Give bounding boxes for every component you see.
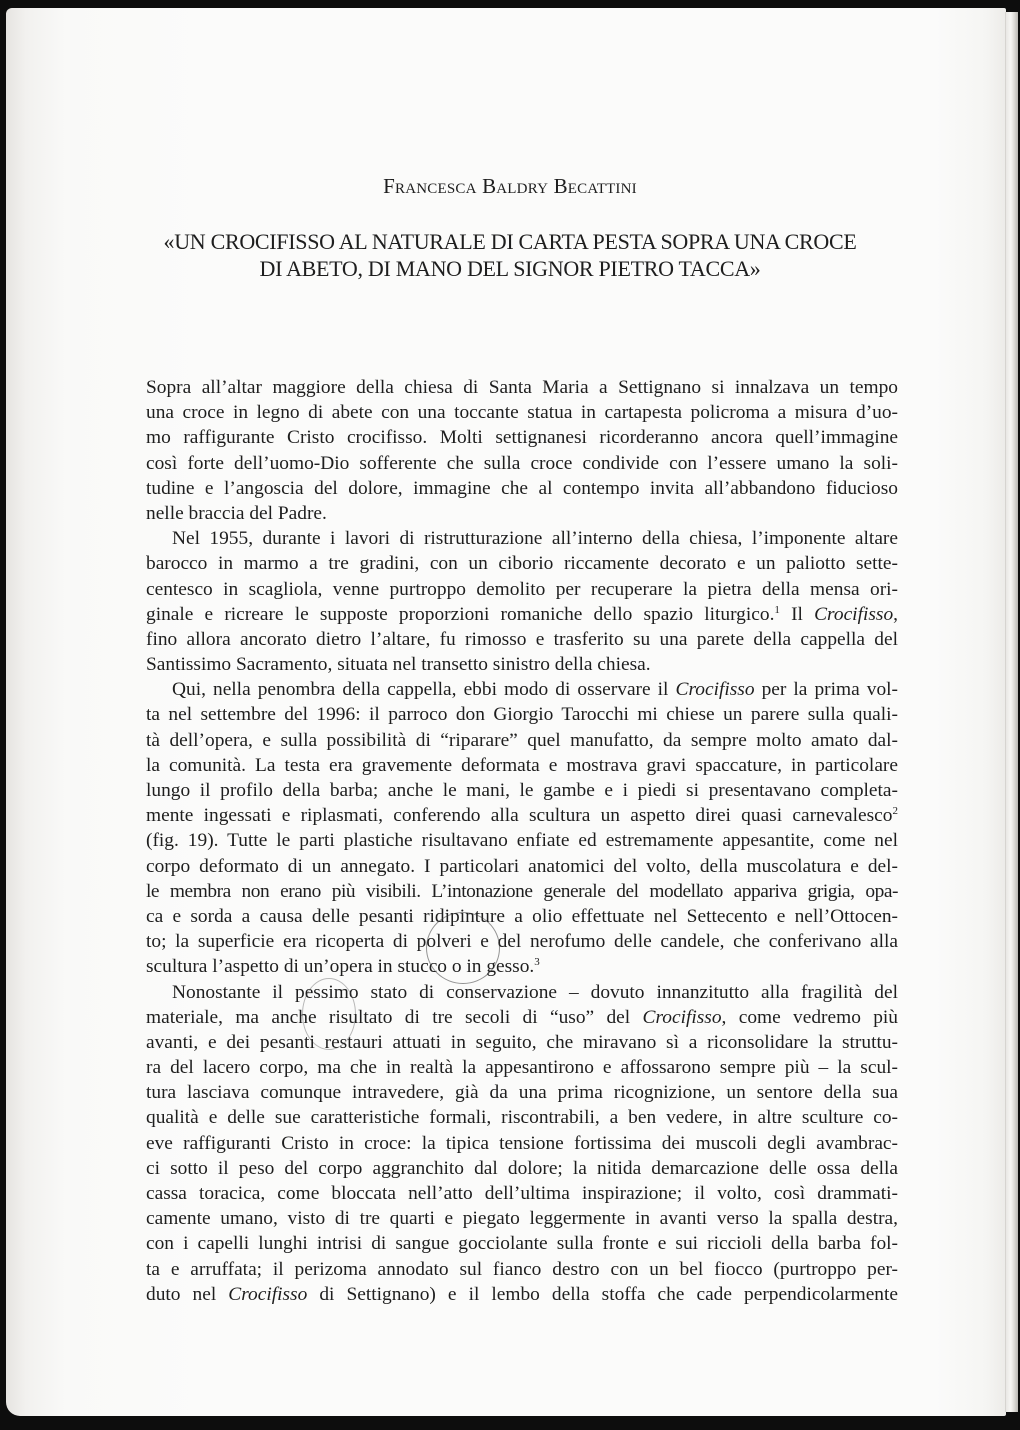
text-line: ci sotto il peso del corpo aggranchito dal dolore; la nitida demarcazione delle ossa della xyxy=(146,1157,898,1179)
text-segment: Qui, nella penombra della cappella, ebbi modo di osservare il xyxy=(172,679,676,701)
title-line-2: DI ABETO, DI MANO DEL SIGNOR PIETRO TACCA» xyxy=(259,256,761,281)
paragraph-2 xyxy=(146,526,898,677)
text-line: Sopra all’altar maggiore della chiesa di Santa Maria a Settignano si innalzava un tempo xyxy=(146,377,898,398)
text-line: to; la superficie era ricoperta di polveri e del nerofumo delle candele, che conferivano alla xyxy=(146,931,898,953)
text-line xyxy=(146,803,898,828)
text-line: una croce in legno di abete con una toccante statua in cartapesta policroma a misura d’uo- xyxy=(146,402,898,424)
text-segment: di Settignano) e il lembo della stoffa che cade perpendicolarmente xyxy=(307,1283,898,1305)
text-line: qualità e delle sue caratteristiche formali, riscontrabili, a ben vedere, in altre sculture co- xyxy=(146,1107,898,1129)
text-line: la comunità. La testa era gravemente deformata e mostrava gravi spaccature, in particolare xyxy=(146,754,898,776)
text-line: ta e arruffata; il perizoma annodato sul fianco destro con un bel fiocco (purtroppo per- xyxy=(146,1258,898,1280)
text-line: tudine e l’angoscia del dolore, immagine che al contempo invita all’abbandono fiducioso xyxy=(146,477,898,499)
text-line: tura lasciava comunque intravedere, già da una prima ricognizione, un sentore della sua xyxy=(146,1082,898,1104)
article-body xyxy=(146,375,898,1307)
paragraph-4 xyxy=(146,980,898,1307)
text-line: tà dell’opera, e sulla possibilità di “riparare” quel manufatto, da sempre molto amato dal- xyxy=(146,729,898,751)
text-line: Santissimo Sacramento, situata nel transetto sinistro della chiesa. xyxy=(146,654,651,676)
text-line xyxy=(146,1282,898,1307)
italic-term: Crocifisso xyxy=(675,679,755,701)
text-segment: , come vedremo più xyxy=(721,1006,899,1028)
text-line: le membra non erano più visibili. L’intonazione generale del modellato appariva grigia, opa- xyxy=(146,880,898,902)
text-line: nelle braccia del Padre. xyxy=(146,502,327,524)
text-line xyxy=(146,954,898,979)
footnote-ref-2[interactable]: 2 xyxy=(892,805,898,818)
text-line: ca e sorda a causa delle pesanti ridipinture a olio effettuate nel Settecento e nell’Ottocen- xyxy=(146,905,898,927)
footnote-ref-1[interactable]: 1 xyxy=(774,603,780,616)
text-line: con i capelli lunghi intrisi di sangue gocciolante sulla fronte e sui riccioli della barba fol- xyxy=(146,1233,898,1255)
text-line: camente umano, visto di tre quarti e piegato leggermente in avanti verso la spalla destra, xyxy=(146,1208,898,1230)
footnote-ref-3[interactable]: 3 xyxy=(534,956,540,969)
italic-term: Crocifisso xyxy=(228,1283,308,1305)
article-title xyxy=(0,228,1020,282)
text-line: Nonostante il pessimo stato di conservazione – dovuto innanzitutto alla fragilità del xyxy=(172,981,898,1003)
text-segment: , xyxy=(893,603,898,625)
text-line: così forte dell’uomo-Dio sofferente che sulla croce condivide con l’essere umano la soli- xyxy=(146,452,898,474)
text-line: corpo deformato di un annegato. I particolari anatomici del volto, della muscolatura e del- xyxy=(146,855,898,877)
italic-term: Crocifisso xyxy=(642,1006,722,1028)
title-line-1: «UN CROCIFISSO AL NATURALE DI CARTA PESTA SOPRA UNA CROCE xyxy=(163,229,857,254)
text-segment: ginale e ricreare le supposte proporzioni romaniche dello spazio liturgico. xyxy=(146,603,775,625)
paragraph-1 xyxy=(146,375,898,526)
text-line: ra del lacero corpo, ma che in realtà la appesantirono e affossarono sempre più – la scul- xyxy=(146,1057,898,1079)
paragraph-3 xyxy=(146,677,898,979)
text-line: lungo il profilo della barba; anche le mani, le gambe e i piedi si presentavano completa- xyxy=(146,780,898,801)
italic-term: Crocifisso xyxy=(814,603,894,625)
text-line: eve raffiguranti Cristo in croce: la tipica tensione fortissima dei muscoli degli avambrac- xyxy=(146,1132,898,1154)
text-line xyxy=(146,602,898,627)
text-segment: scultura l’aspetto di un’opera in stucco o in gesso. xyxy=(146,956,535,978)
text-line: Nel 1955, durante i lavori di ristrutturazione all’interno della chiesa, l’imponente altare xyxy=(172,528,898,550)
text-line: (fig. 19). Tutte le parti plastiche risultavano enfiate ed estremamente appesantite, come nel xyxy=(146,830,898,852)
text-segment: duto nel xyxy=(146,1283,229,1305)
text-line: centesco in scagliola, venne purtroppo demolito per recuperare la pietra della mensa ori- xyxy=(146,578,898,600)
text-line xyxy=(146,1005,898,1030)
text-segment: materiale, ma anche risultato di tre secoli di “uso” del xyxy=(146,1006,643,1028)
text-segment: Il xyxy=(779,603,815,625)
text-line: ta nel settembre del 1996: il parroco don Giorgio Tarocchi mi chiese un parere sulla quali- xyxy=(146,704,898,726)
text-line: mo raffigurante Cristo crocifisso. Molti settignanesi ricorderanno ancora quell’immagine xyxy=(146,427,898,449)
author-name: Francesca Baldry Becattini xyxy=(383,174,637,198)
text-segment: per la prima vol- xyxy=(754,679,898,701)
text-line: avanti, e dei pesanti restauri attuati in seguito, che miravano sì a riconsolidare la struttu- xyxy=(146,1031,898,1053)
text-segment: mente ingessati e riplasmati, conferendo alla scultura un aspetto direi quasi carnevalesco xyxy=(146,805,893,827)
text-line xyxy=(146,677,898,702)
text-line: fino allora ancorato dietro l’altare, fu rimosso e trasferito su una parete della cappella del xyxy=(146,628,898,650)
text-line: barocco in marmo a tre gradini, con un ciborio riccamente decorato e un paliotto sette- xyxy=(146,553,898,575)
text-line: cassa toracica, come bloccata nell’atto dell’ultima inspirazione; il volto, così drammati- xyxy=(146,1183,898,1204)
page-edge-stack xyxy=(1005,12,1018,1412)
